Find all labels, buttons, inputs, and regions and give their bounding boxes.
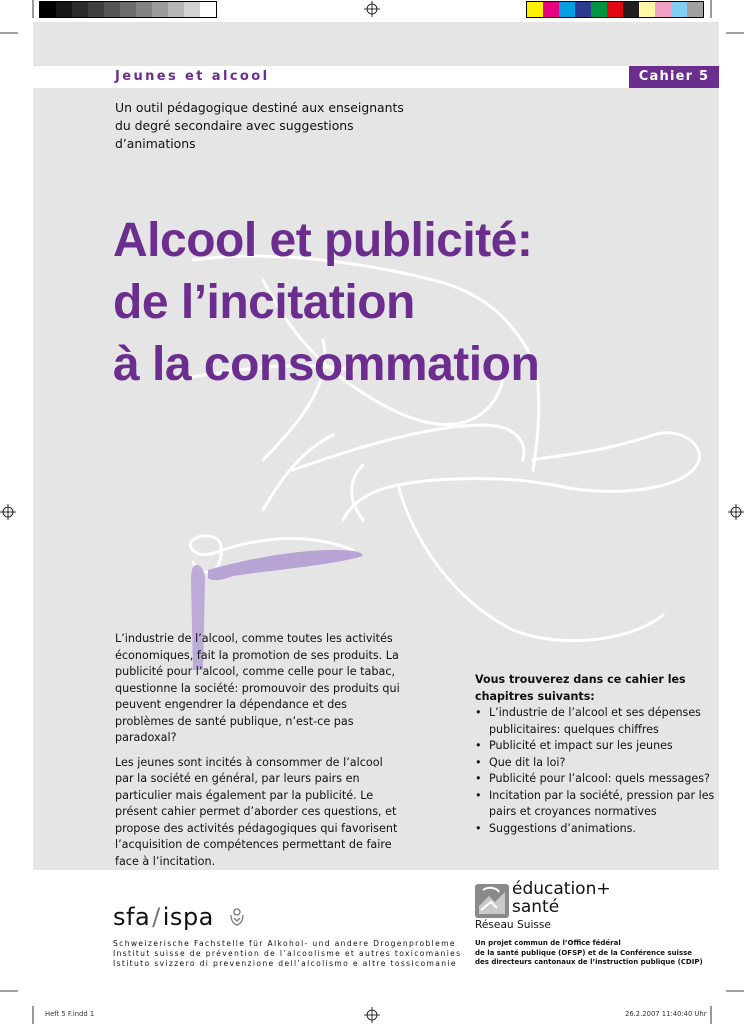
registration-target-icon (364, 1, 380, 17)
intro-paragraph: Les jeunes sont incités à consommer de l’alcool par la société en général, par leurs pairs en particulier mais également par la publicité. Le présent cahier permet d’aborder ces questions, et propose des activités pédagogiques qui favorisent l’acquisition de compétences permettant de faire face à l’incitation. (115, 755, 398, 868)
sfa-logo-separator: / (152, 903, 161, 931)
chapter-list (475, 672, 715, 837)
list-item: • Suggestions d’animations. (475, 821, 715, 838)
education-sante-wordmark (512, 880, 611, 916)
registration-target-icon (364, 1007, 380, 1023)
sfa-logo-text: sfa (113, 903, 151, 931)
list-item: • Que dit la loi? (475, 755, 715, 772)
education-sante-logo-icon (475, 884, 509, 918)
intro-paragraph: L’industrie de l’alcool, comme toutes les activités économiques, fait la promotion de ses produits. La publicité pour l’alcool, comme celle pour le tabac, questionne la société: promouvoir des produits qui peuvent engendrer la dépendance et des problèmes de santé publique, n’est-ce pas paradoxal? (115, 632, 400, 744)
project-line: des directeurs cantonaux de l’instruction publique (CDIP) (475, 958, 703, 967)
sfa-line: Institut suisse de prévention de l’alcoolisme et autres toxicomanies (113, 949, 462, 958)
project-credit (475, 939, 703, 968)
title-line: de l’incitation (113, 276, 415, 329)
list-item: • Publicité pour l’alcool: quels messages? (475, 771, 715, 788)
title-line: à la consommation (113, 338, 540, 391)
sfa-description (113, 939, 462, 969)
issue-badge: Cahier 5 (629, 66, 719, 88)
project-line: Un projet commun de l’Office fédéral (475, 939, 621, 947)
sfa-line: Schweizerische Fachstelle für Alkohol- und andere Drogenprobleme (113, 939, 456, 948)
sfa-emblem-icon (228, 907, 246, 927)
title-line: Alcool et publicité: (113, 214, 533, 267)
series-title: Jeunes et alcool (115, 69, 270, 84)
registration-target-icon (728, 504, 744, 520)
registration-target-icon (0, 504, 16, 520)
es-line: santé (512, 897, 560, 917)
list-item: • Publicité et impact sur les jeunes (475, 738, 715, 755)
sfa-line: Istituto svizzero di prevenzione dell’alcolismo e altre tossicomanie (113, 959, 457, 968)
intro-text (115, 631, 400, 878)
es-line: éducation+ (512, 879, 611, 899)
sfa-ispa-logo (113, 903, 246, 931)
list-item: • Incitation par la société, pression par les pairs et croyances normatives (475, 788, 715, 821)
chapter-list-heading: Vous trouverez dans ce cahier les chapitres suivants: (475, 673, 686, 703)
list-item: • L’industrie de l’alcool et ses dépenses publicitaires: quelques chiffres (475, 705, 715, 738)
subtitle: Un outil pédagogique destiné aux enseignants du degré secondaire avec suggestions d’animations (115, 100, 404, 151)
slug-timestamp: 26.2.2007 11:40:40 Uhr (625, 1010, 707, 1018)
page-title (113, 210, 539, 396)
reseau-label: Réseau Suisse (475, 919, 551, 931)
ispa-logo-text: ispa (162, 903, 214, 931)
project-line: de la santé publique (OFSP) et de la Conférence suisse (475, 948, 693, 957)
slug-filename: Heft 5 F.indd 1 (45, 1010, 95, 1018)
wine-stream-shape (208, 550, 363, 580)
